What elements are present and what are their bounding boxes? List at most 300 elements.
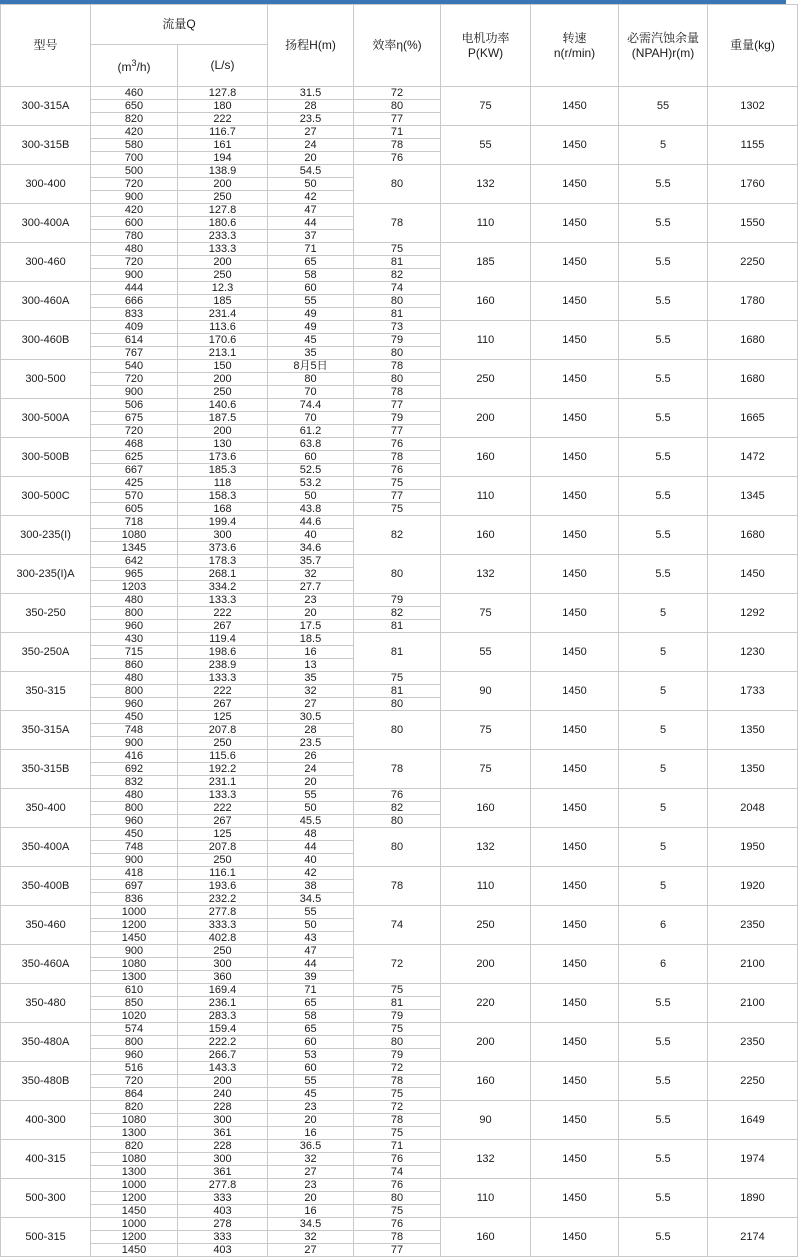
speed-cell: 1450	[531, 867, 619, 906]
efficiency-cell: 79	[354, 334, 441, 347]
head-cell: 34.5	[268, 893, 354, 906]
flow-m3h-cell: 1080	[91, 1114, 178, 1127]
flow-m3h-cell: 748	[91, 724, 178, 737]
flow-m3h-cell: 1000	[91, 1218, 178, 1231]
model-group-row	[1, 87, 798, 100]
speed-cell: 1450	[531, 1179, 619, 1218]
flow-ls-cell: 159.4	[178, 1023, 268, 1036]
flow-ls-cell: 193.6	[178, 880, 268, 893]
power-cell: 132	[441, 165, 531, 204]
header-flow: 流量Q	[91, 5, 268, 45]
flow-m3h-cell: 1080	[91, 1153, 178, 1166]
head-cell: 55	[268, 789, 354, 802]
flow-m3h-cell: 960	[91, 698, 178, 711]
flow-ls-cell: 116.7	[178, 126, 268, 139]
efficiency-cell: 82	[354, 607, 441, 620]
power-cell: 200	[441, 399, 531, 438]
power-cell: 55	[441, 126, 531, 165]
speed-cell: 1450	[531, 633, 619, 672]
npsh-cell: 5	[619, 750, 708, 789]
head-cell: 44	[268, 217, 354, 230]
flow-m3h-cell: 1200	[91, 919, 178, 932]
flow-m3h-cell: 720	[91, 178, 178, 191]
power-cell: 250	[441, 906, 531, 945]
model-cell: 500-300	[1, 1179, 91, 1218]
model-cell: 300-235(I)A	[1, 555, 91, 594]
flow-ls-cell: 231.1	[178, 776, 268, 789]
efficiency-cell: 76	[354, 1218, 441, 1231]
flow-ls-cell: 333.3	[178, 919, 268, 932]
flow-m3h-cell: 1345	[91, 542, 178, 555]
head-cell: 60	[268, 451, 354, 464]
weight-cell: 2100	[708, 945, 798, 984]
efficiency-cell: 81	[354, 256, 441, 269]
speed-cell: 1450	[531, 1218, 619, 1257]
efficiency-cell: 75	[354, 1205, 441, 1218]
efficiency-cell: 80	[354, 295, 441, 308]
head-cell: 47	[268, 204, 354, 217]
npsh-cell: 5	[619, 633, 708, 672]
head-cell: 42	[268, 867, 354, 880]
flow-ls-cell: 138.9	[178, 165, 268, 178]
flow-m3h-cell: 960	[91, 620, 178, 633]
power-cell: 110	[441, 867, 531, 906]
flow-m3h-cell: 960	[91, 1049, 178, 1062]
header-npsh-line1: 必需汽蚀余量	[626, 30, 699, 45]
flow-m3h-cell: 720	[91, 1075, 178, 1088]
flow-m3h-cell: 500	[91, 165, 178, 178]
flow-m3h-cell: 864	[91, 1088, 178, 1101]
efficiency-cell: 78	[354, 360, 441, 373]
model-group-row	[1, 711, 798, 724]
efficiency-cell: 73	[354, 321, 441, 334]
model-group-row	[1, 633, 798, 646]
npsh-cell: 5	[619, 867, 708, 906]
head-cell: 70	[268, 412, 354, 425]
efficiency-cell: 80	[354, 815, 441, 828]
power-cell: 160	[441, 1218, 531, 1257]
flow-ls-cell: 283.3	[178, 1010, 268, 1023]
npsh-cell: 5.5	[619, 984, 708, 1023]
flow-m3h-cell: 480	[91, 243, 178, 256]
flow-m3h-cell: 748	[91, 841, 178, 854]
speed-cell: 1450	[531, 906, 619, 945]
head-cell: 35	[268, 347, 354, 360]
model-group-row	[1, 1062, 798, 1075]
flow-m3h-cell: 1300	[91, 971, 178, 984]
header-head: 扬程H(m)	[268, 5, 354, 87]
head-cell: 50	[268, 178, 354, 191]
flow-ls-cell: 115.6	[178, 750, 268, 763]
model-cell: 300-500B	[1, 438, 91, 477]
flow-ls-cell: 125	[178, 828, 268, 841]
flow-m3h-cell: 574	[91, 1023, 178, 1036]
efficiency-cell: 80	[354, 347, 441, 360]
head-cell: 23	[268, 1101, 354, 1114]
flow-m3h-cell: 667	[91, 464, 178, 477]
speed-cell: 1450	[531, 477, 619, 516]
flow-ls-cell: 250	[178, 191, 268, 204]
weight-cell: 2350	[708, 1023, 798, 1062]
flow-ls-cell: 360	[178, 971, 268, 984]
head-cell: 20	[268, 152, 354, 165]
efficiency-cell: 81	[354, 620, 441, 633]
flow-ls-cell: 222	[178, 685, 268, 698]
flow-ls-cell: 198.6	[178, 646, 268, 659]
head-cell: 23	[268, 594, 354, 607]
model-cell: 300-460B	[1, 321, 91, 360]
npsh-cell: 5.5	[619, 399, 708, 438]
flow-m3h-cell: 409	[91, 321, 178, 334]
efficiency-cell: 82	[354, 516, 441, 555]
model-cell: 350-400A	[1, 828, 91, 867]
npsh-cell: 6	[619, 906, 708, 945]
flow-ls-cell: 300	[178, 958, 268, 971]
head-cell: 20	[268, 607, 354, 620]
head-cell: 37	[268, 230, 354, 243]
flow-ls-cell: 233.3	[178, 230, 268, 243]
model-cell: 350-315B	[1, 750, 91, 789]
weight-cell: 2250	[708, 243, 798, 282]
flow-m3h-cell: 625	[91, 451, 178, 464]
flow-ls-cell: 119.4	[178, 633, 268, 646]
head-cell: 8月5日	[268, 360, 354, 373]
head-cell: 26	[268, 750, 354, 763]
efficiency-cell: 80	[354, 698, 441, 711]
flow-m3h-cell: 1000	[91, 1179, 178, 1192]
flow-ls-cell: 185.3	[178, 464, 268, 477]
npsh-cell: 5	[619, 711, 708, 750]
npsh-cell: 5	[619, 672, 708, 711]
flow-m3h-cell: 900	[91, 386, 178, 399]
power-cell: 110	[441, 477, 531, 516]
flow-m3h-cell: 416	[91, 750, 178, 763]
npsh-cell: 5.5	[619, 555, 708, 594]
flow-ls-cell: 300	[178, 1153, 268, 1166]
flow-m3h-cell: 820	[91, 113, 178, 126]
flow-ls-cell: 200	[178, 425, 268, 438]
flow-m3h-cell: 720	[91, 256, 178, 269]
flow-m3h-cell: 780	[91, 230, 178, 243]
flow-ls-cell: 133.3	[178, 243, 268, 256]
weight-cell: 1302	[708, 87, 798, 126]
flow-ls-cell: 125	[178, 711, 268, 724]
model-group-row	[1, 204, 798, 217]
model-cell: 350-460	[1, 906, 91, 945]
efficiency-cell: 82	[354, 802, 441, 815]
model-group-row	[1, 399, 798, 412]
weight-cell: 1950	[708, 828, 798, 867]
flow-m3h-cell: 605	[91, 503, 178, 516]
flow-m3h-cell: 1200	[91, 1231, 178, 1244]
model-group-row	[1, 1140, 798, 1153]
efficiency-cell: 81	[354, 308, 441, 321]
power-cell: 132	[441, 555, 531, 594]
efficiency-cell: 72	[354, 1062, 441, 1075]
efficiency-cell: 78	[354, 867, 441, 906]
npsh-cell: 5.5	[619, 204, 708, 243]
model-group-row	[1, 672, 798, 685]
efficiency-cell: 75	[354, 984, 441, 997]
model-group-row	[1, 243, 798, 256]
head-cell: 35	[268, 672, 354, 685]
speed-cell: 1450	[531, 594, 619, 633]
head-cell: 44	[268, 958, 354, 971]
flow-ls-cell: 173.6	[178, 451, 268, 464]
efficiency-cell: 75	[354, 503, 441, 516]
flow-m3h-cell: 650	[91, 100, 178, 113]
flow-ls-cell: 169.4	[178, 984, 268, 997]
npsh-cell: 55	[619, 87, 708, 126]
flow-ls-cell: 236.1	[178, 997, 268, 1010]
head-cell: 31.5	[268, 87, 354, 100]
flow-m3h-cell: 570	[91, 490, 178, 503]
npsh-cell: 6	[619, 945, 708, 984]
flow-m3h-cell: 450	[91, 828, 178, 841]
weight-cell: 1472	[708, 438, 798, 477]
weight-cell: 1680	[708, 321, 798, 360]
efficiency-cell: 80	[354, 165, 441, 204]
flow-ls-cell: 133.3	[178, 594, 268, 607]
efficiency-cell: 75	[354, 243, 441, 256]
weight-cell: 1760	[708, 165, 798, 204]
head-cell: 54.5	[268, 165, 354, 178]
efficiency-cell: 74	[354, 282, 441, 295]
efficiency-cell: 80	[354, 1192, 441, 1205]
head-cell: 16	[268, 1127, 354, 1140]
npsh-cell: 5.5	[619, 1101, 708, 1140]
weight-cell: 1733	[708, 672, 798, 711]
flow-ls-cell: 222	[178, 113, 268, 126]
npsh-cell: 5.5	[619, 1062, 708, 1101]
head-cell: 23.5	[268, 113, 354, 126]
head-cell: 53	[268, 1049, 354, 1062]
flow-ls-cell: 168	[178, 503, 268, 516]
head-cell: 43	[268, 932, 354, 945]
head-cell: 32	[268, 685, 354, 698]
flow-ls-cell: 361	[178, 1127, 268, 1140]
flow-m3h-cell: 720	[91, 373, 178, 386]
flow-m3h-cell: 1080	[91, 529, 178, 542]
head-cell: 60	[268, 1062, 354, 1075]
npsh-cell: 5.5	[619, 1140, 708, 1179]
weight-cell: 2350	[708, 906, 798, 945]
flow-ls-cell: 232.2	[178, 893, 268, 906]
npsh-cell: 5.5	[619, 1023, 708, 1062]
efficiency-cell: 78	[354, 1231, 441, 1244]
flow-ls-cell: 143.3	[178, 1062, 268, 1075]
header-flow-ls: (L/s)	[178, 45, 268, 87]
header-npsh-line2: (NPAH)r(m)	[631, 45, 695, 60]
speed-cell: 1450	[531, 555, 619, 594]
head-cell: 58	[268, 269, 354, 282]
head-cell: 17.5	[268, 620, 354, 633]
flow-m3h-cell: 480	[91, 594, 178, 607]
npsh-cell: 5	[619, 828, 708, 867]
flow-ls-cell: 222	[178, 802, 268, 815]
head-cell: 13	[268, 659, 354, 672]
weight-cell: 1345	[708, 477, 798, 516]
efficiency-cell: 78	[354, 1075, 441, 1088]
model-group-row	[1, 516, 798, 529]
speed-cell: 1450	[531, 672, 619, 711]
head-cell: 65	[268, 1023, 354, 1036]
flow-m3h-cell: 900	[91, 191, 178, 204]
npsh-cell: 5.5	[619, 243, 708, 282]
head-cell: 53.2	[268, 477, 354, 490]
weight-cell: 1680	[708, 516, 798, 555]
efficiency-cell: 79	[354, 594, 441, 607]
flow-m3h-cell: 666	[91, 295, 178, 308]
efficiency-cell: 80	[354, 828, 441, 867]
head-cell: 49	[268, 321, 354, 334]
speed-cell: 1450	[531, 321, 619, 360]
head-cell: 28	[268, 724, 354, 737]
flow-ls-cell: 150	[178, 360, 268, 373]
head-cell: 27	[268, 126, 354, 139]
flow-m3h-cell: 1450	[91, 1205, 178, 1218]
weight-cell: 1230	[708, 633, 798, 672]
flow-m3h-cell: 1450	[91, 1244, 178, 1257]
head-cell: 24	[268, 763, 354, 776]
head-cell: 38	[268, 880, 354, 893]
head-cell: 55	[268, 906, 354, 919]
table-body	[1, 87, 798, 1257]
model-group-row	[1, 1218, 798, 1231]
head-cell: 18.5	[268, 633, 354, 646]
model-cell: 300-235(I)	[1, 516, 91, 555]
flow-ls-cell: 207.8	[178, 841, 268, 854]
flow-m3h-cell: 450	[91, 711, 178, 724]
speed-cell: 1450	[531, 1101, 619, 1140]
flow-ls-cell: 200	[178, 178, 268, 191]
model-group-row	[1, 984, 798, 997]
weight-cell: 1680	[708, 360, 798, 399]
flow-ls-cell: 250	[178, 269, 268, 282]
head-cell: 55	[268, 1075, 354, 1088]
flow-ls-cell: 207.8	[178, 724, 268, 737]
model-cell: 500-315	[1, 1218, 91, 1257]
weight-cell: 2048	[708, 789, 798, 828]
efficiency-cell: 81	[354, 685, 441, 698]
head-cell: 65	[268, 997, 354, 1010]
flow-m3h-cell: 1300	[91, 1127, 178, 1140]
efficiency-cell: 75	[354, 672, 441, 685]
flow-ls-cell: 277.8	[178, 906, 268, 919]
model-cell: 350-460A	[1, 945, 91, 984]
model-cell: 350-250A	[1, 633, 91, 672]
weight-cell: 1780	[708, 282, 798, 321]
head-cell: 61.2	[268, 425, 354, 438]
npsh-cell: 5.5	[619, 477, 708, 516]
flow-m3h-cell: 516	[91, 1062, 178, 1075]
efficiency-cell: 81	[354, 633, 441, 672]
power-cell: 160	[441, 282, 531, 321]
flow-ls-cell: 333	[178, 1231, 268, 1244]
model-cell: 400-315	[1, 1140, 91, 1179]
efficiency-cell: 74	[354, 1166, 441, 1179]
efficiency-cell: 72	[354, 87, 441, 100]
head-cell: 35.7	[268, 555, 354, 568]
model-group-row	[1, 867, 798, 880]
model-group-row	[1, 1101, 798, 1114]
flow-m3h-cell: 420	[91, 204, 178, 217]
model-cell: 350-400	[1, 789, 91, 828]
efficiency-cell: 77	[354, 399, 441, 412]
model-cell: 350-400B	[1, 867, 91, 906]
head-cell: 16	[268, 646, 354, 659]
flow-m3h-cell: 718	[91, 516, 178, 529]
flow-m3h-cell: 715	[91, 646, 178, 659]
model-group-row	[1, 477, 798, 490]
flow-m3h-cell: 820	[91, 1140, 178, 1153]
head-cell: 63.8	[268, 438, 354, 451]
weight-cell: 1155	[708, 126, 798, 165]
flow-ls-cell: 250	[178, 386, 268, 399]
flow-m3h-cell: 860	[91, 659, 178, 672]
header-efficiency: 效率η(%)	[354, 5, 441, 87]
model-cell: 300-460A	[1, 282, 91, 321]
flow-m3h-cell: 697	[91, 880, 178, 893]
head-cell: 80	[268, 373, 354, 386]
header-npsh	[619, 5, 708, 87]
efficiency-cell: 78	[354, 386, 441, 399]
efficiency-cell: 80	[354, 1036, 441, 1049]
head-cell: 20	[268, 1192, 354, 1205]
model-group-row	[1, 828, 798, 841]
head-cell: 45	[268, 1088, 354, 1101]
efficiency-cell: 75	[354, 1023, 441, 1036]
flow-ls-cell: 116.1	[178, 867, 268, 880]
flow-ls-cell: 268.1	[178, 568, 268, 581]
weight-cell: 2250	[708, 1062, 798, 1101]
head-cell: 50	[268, 919, 354, 932]
model-group-row	[1, 750, 798, 763]
speed-cell: 1450	[531, 438, 619, 477]
efficiency-cell: 76	[354, 1153, 441, 1166]
flow-ls-cell: 192.2	[178, 763, 268, 776]
speed-cell: 1450	[531, 1023, 619, 1062]
flow-ls-cell: 127.8	[178, 87, 268, 100]
flow-ls-cell: 222	[178, 607, 268, 620]
efficiency-cell: 82	[354, 269, 441, 282]
flow-ls-cell: 238.9	[178, 659, 268, 672]
npsh-cell: 5.5	[619, 516, 708, 555]
power-cell: 110	[441, 204, 531, 243]
flow-m3h-cell: 900	[91, 737, 178, 750]
weight-cell: 1890	[708, 1179, 798, 1218]
head-cell: 32	[268, 1153, 354, 1166]
flow-m3h-cell: 850	[91, 997, 178, 1010]
flow-m3h-cell: 418	[91, 867, 178, 880]
head-cell: 27.7	[268, 581, 354, 594]
model-cell: 350-315A	[1, 711, 91, 750]
head-cell: 43.8	[268, 503, 354, 516]
power-cell: 160	[441, 438, 531, 477]
flow-ls-cell: 267	[178, 620, 268, 633]
efficiency-cell: 76	[354, 152, 441, 165]
flow-ls-cell: 130	[178, 438, 268, 451]
power-cell: 90	[441, 1101, 531, 1140]
header-power	[441, 5, 531, 87]
model-group-row	[1, 282, 798, 295]
power-cell: 200	[441, 1023, 531, 1062]
npsh-cell: 5.5	[619, 1179, 708, 1218]
efficiency-cell: 78	[354, 1114, 441, 1127]
power-cell: 110	[441, 321, 531, 360]
npsh-cell: 5.5	[619, 1218, 708, 1257]
flow-m3h-cell: 1300	[91, 1166, 178, 1179]
